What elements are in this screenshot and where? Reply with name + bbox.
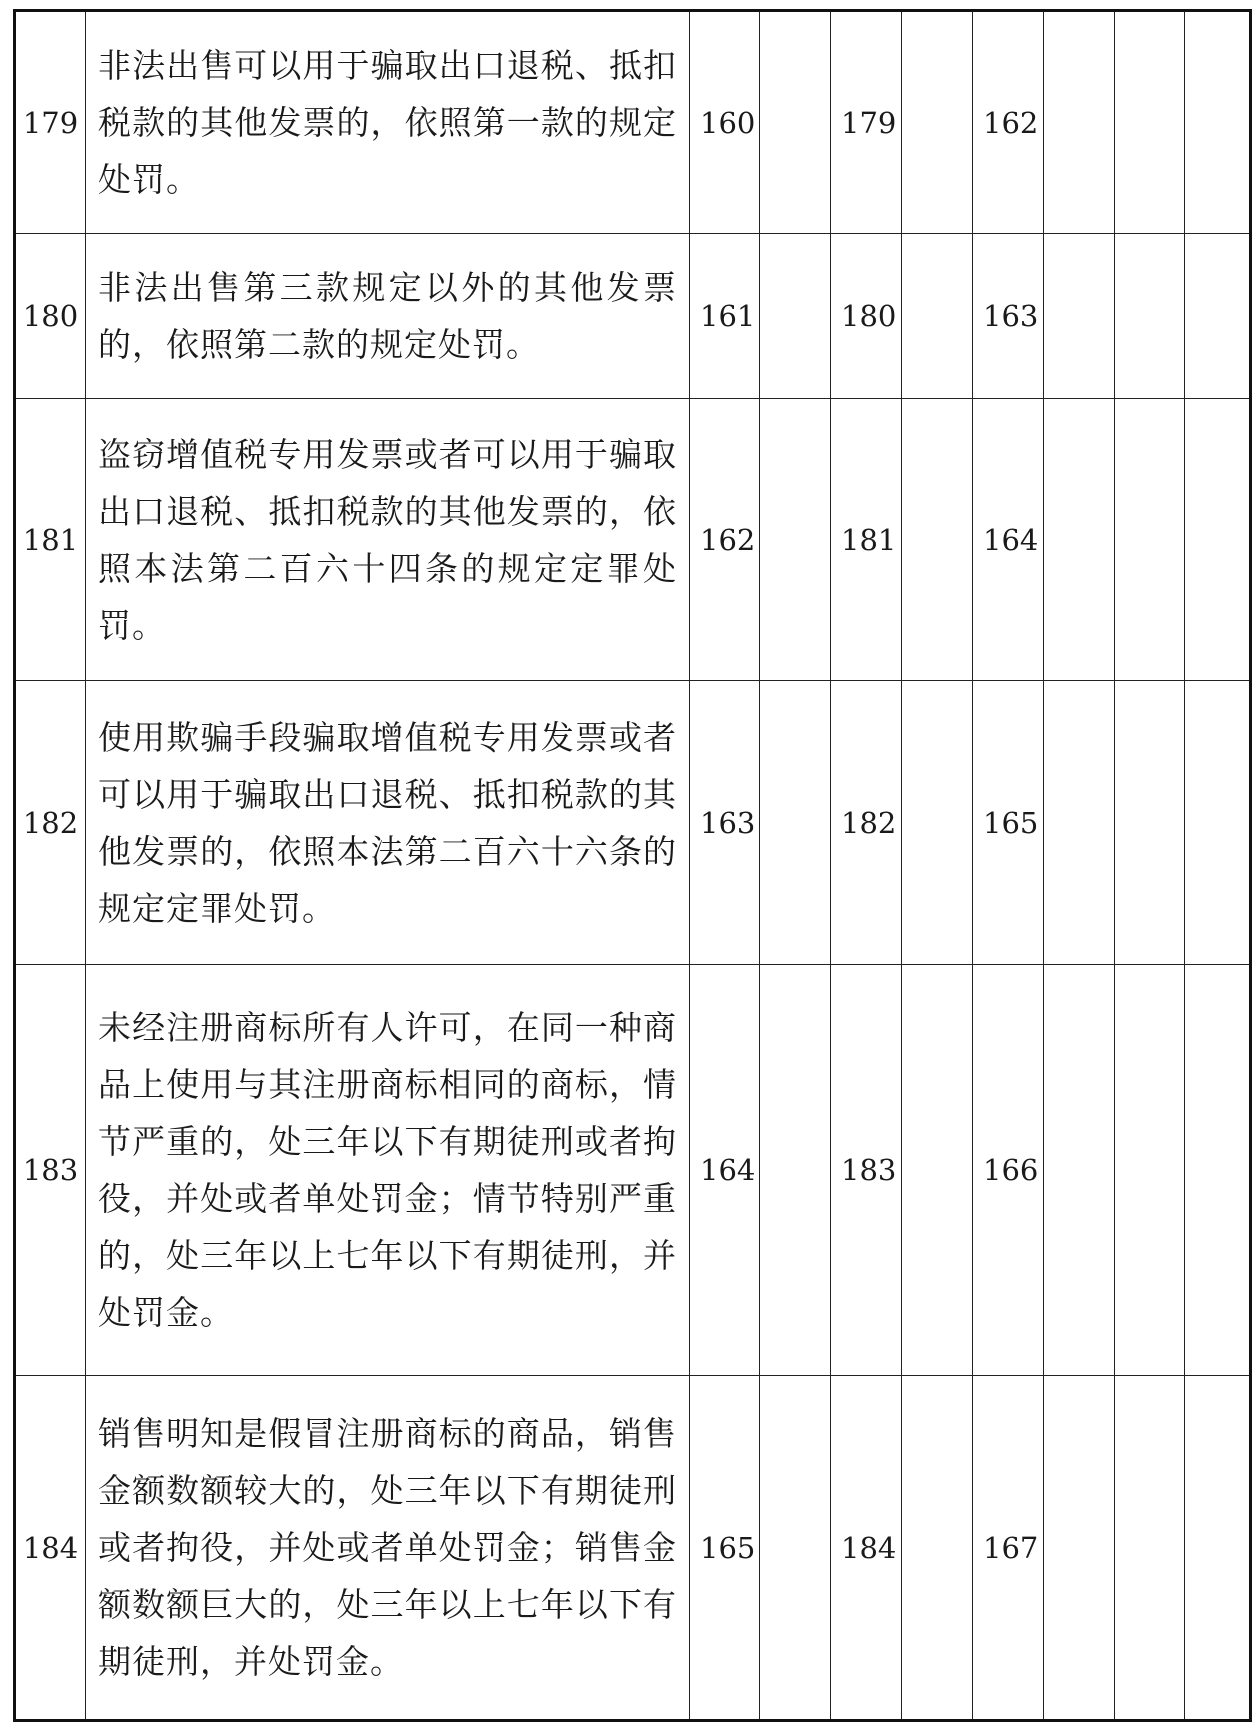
table-row (15, 1376, 1251, 1721)
col-5-value: 163 (973, 234, 1044, 399)
col-1-value: 162 (690, 399, 760, 681)
col-1-value: 163 (690, 681, 760, 965)
col-4-value (902, 399, 973, 681)
empty-cell (1185, 11, 1251, 234)
col-3-value: 181 (831, 399, 902, 681)
col-5-value: 166 (973, 965, 1044, 1376)
article-text: 使用欺骗手段骗取增值税专用发票或者可以用于骗取出口退税、抵扣税款的其他发票的，依照本法第二百六十六条的规定定罪处罚。 (86, 681, 690, 965)
empty-cell (1044, 681, 1115, 965)
empty-cell (1044, 965, 1115, 1376)
col-5-value: 164 (973, 399, 1044, 681)
col-1-value: 161 (690, 234, 760, 399)
col-5-value: 167 (973, 1376, 1044, 1721)
empty-cell (1185, 234, 1251, 399)
empty-cell (1185, 1376, 1251, 1721)
col-2-value (760, 234, 831, 399)
col-1-value: 165 (690, 1376, 760, 1721)
article-number: 179 (15, 11, 86, 234)
col-5-value: 162 (973, 11, 1044, 234)
col-2-value (760, 965, 831, 1376)
col-4-value (902, 234, 973, 399)
article-number: 181 (15, 399, 86, 681)
col-1-value: 164 (690, 965, 760, 1376)
table-row (15, 681, 1251, 965)
col-2-value (760, 681, 831, 965)
article-number: 183 (15, 965, 86, 1376)
table-row (15, 234, 1251, 399)
col-4-value (902, 11, 973, 234)
table-row (15, 965, 1251, 1376)
col-3-value: 182 (831, 681, 902, 965)
article-number: 180 (15, 234, 86, 399)
col-2-value (760, 399, 831, 681)
empty-cell (1044, 234, 1115, 399)
empty-cell (1115, 234, 1185, 399)
col-4-value (902, 1376, 973, 1721)
empty-cell (1115, 965, 1185, 1376)
col-4-value (902, 965, 973, 1376)
empty-cell (1185, 681, 1251, 965)
law-comparison-table (13, 9, 1252, 1722)
col-3-value: 179 (831, 11, 902, 234)
empty-cell (1185, 399, 1251, 681)
empty-cell (1115, 11, 1185, 234)
empty-cell (1044, 399, 1115, 681)
empty-cell (1115, 681, 1185, 965)
article-text: 盗窃增值税专用发票或者可以用于骗取出口退税、抵扣税款的其他发票的，依照本法第二百六十四条的规定定罪处罚。 (86, 399, 690, 681)
col-2-value (760, 1376, 831, 1721)
col-2-value (760, 11, 831, 234)
empty-cell (1185, 965, 1251, 1376)
col-3-value: 184 (831, 1376, 902, 1721)
law-comparison-table-wrapper (13, 9, 1249, 1722)
empty-cell (1115, 1376, 1185, 1721)
article-number: 184 (15, 1376, 86, 1721)
article-text: 非法出售第三款规定以外的其他发票的，依照第二款的规定处罚。 (86, 234, 690, 399)
table-row (15, 11, 1251, 234)
col-4-value (902, 681, 973, 965)
table-row (15, 399, 1251, 681)
empty-cell (1044, 11, 1115, 234)
col-3-value: 183 (831, 965, 902, 1376)
empty-cell (1044, 1376, 1115, 1721)
article-text: 未经注册商标所有人许可，在同一种商品上使用与其注册商标相同的商标，情节严重的，处三年以下有期徒刑或者拘役，并处或者单处罚金；情节特别严重的，处三年以上七年以下有期徒刑，并处罚金。 (86, 965, 690, 1376)
empty-cell (1115, 399, 1185, 681)
article-text: 销售明知是假冒注册商标的商品，销售金额数额较大的，处三年以下有期徒刑或者拘役，并处或者单处罚金；销售金额数额巨大的，处三年以上七年以下有期徒刑，并处罚金。 (86, 1376, 690, 1721)
col-3-value: 180 (831, 234, 902, 399)
col-5-value: 165 (973, 681, 1044, 965)
col-1-value: 160 (690, 11, 760, 234)
article-number: 182 (15, 681, 86, 965)
article-text: 非法出售可以用于骗取出口退税、抵扣税款的其他发票的，依照第一款的规定处罚。 (86, 11, 690, 234)
